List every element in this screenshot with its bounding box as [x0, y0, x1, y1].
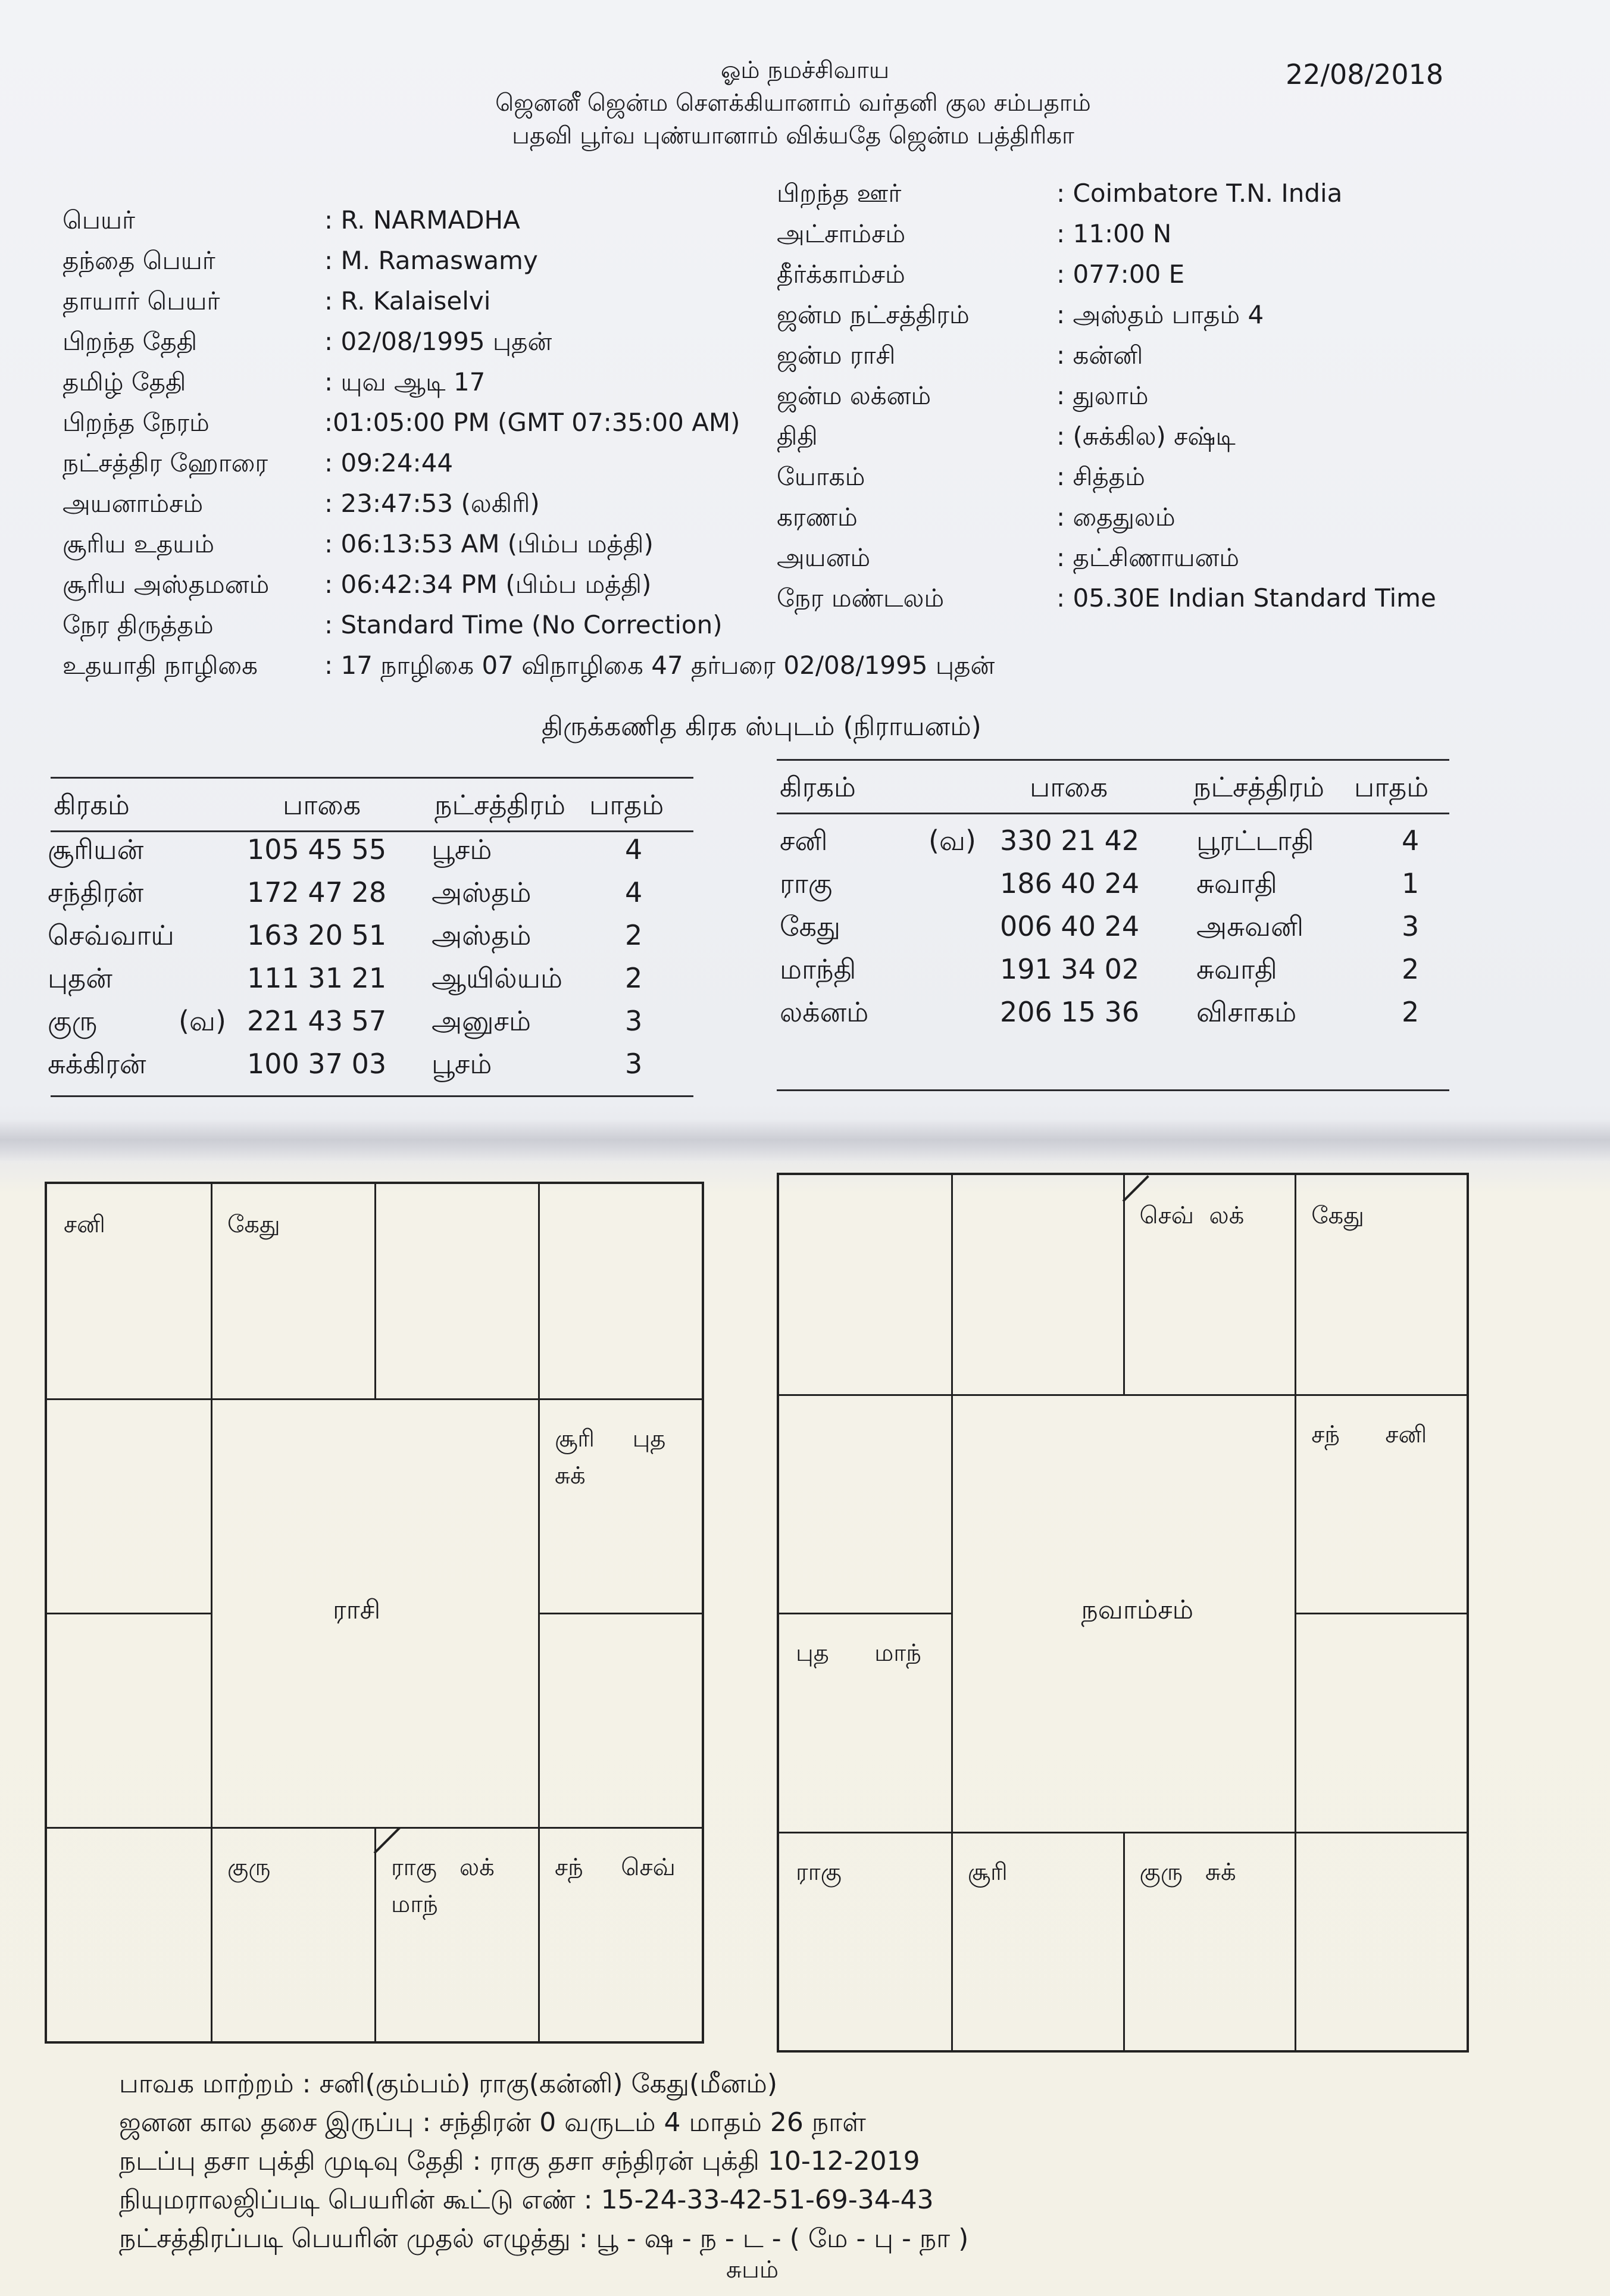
detail-value: : தட்சிணாயனம் — [1056, 543, 1240, 572]
detail-value: : (சுக்கில) சஷ்டி — [1056, 421, 1236, 451]
graha-row — [48, 1005, 702, 1047]
graha-planet: லக்னம் — [780, 996, 869, 1028]
graha-star: அசுவனி — [1196, 910, 1304, 942]
graha-left-header-rule — [51, 830, 693, 832]
graha-pada: 2 — [625, 919, 643, 951]
graha-star: பூசம் — [432, 833, 492, 866]
graha-retro: (வ) — [179, 1005, 226, 1037]
header-planet: கிரகம் — [780, 771, 856, 803]
detail-value: : கன்னி — [1056, 341, 1143, 370]
header-star: நட்சத்திரம் — [1193, 771, 1325, 803]
footer-closing: சுபம் — [726, 2256, 779, 2283]
header-line-2: ஜெனனீ ஜென்ம சௌக்கியானாம் வர்தனி குல சம்பதாம் — [495, 89, 1091, 117]
graha-degree: 191 34 02 — [1000, 953, 1140, 985]
graha-degree: 186 40 24 — [1000, 867, 1140, 899]
graha-pada: 2 — [1402, 953, 1420, 985]
chart-centre-label: நவாம்சம் — [1081, 1595, 1194, 1625]
footer-name-letters: நட்சத்திரப்படி பெயரின் முதல் எழுத்து : பூ - ஷ - ந - ட - ( மே - பு - நா ) — [119, 2223, 969, 2254]
graha-pada: 4 — [625, 833, 643, 866]
detail-label: தந்தை பெயர் — [62, 246, 215, 275]
detail-label: ஜன்ம ராசி — [777, 341, 896, 370]
detail-label: தாயார் பெயர் — [62, 286, 220, 315]
chart-house-h3: செவ் லக் — [1139, 1202, 1245, 1229]
detail-label: திதி — [777, 421, 818, 451]
chart-house-h4: கேது — [1311, 1202, 1364, 1229]
footer-bhava: பாவக மாற்றம் : சனி(கும்பம்) ராகு(கன்னி) கேது(மீனம்) — [119, 2069, 777, 2099]
graha-pada: 3 — [625, 1048, 643, 1080]
graha-left-top-rule — [51, 777, 693, 779]
grid-line — [1295, 1175, 1296, 2050]
graha-degree: 330 21 42 — [1000, 824, 1140, 857]
detail-value: : அஸ்தம் பாதம் 4 — [1056, 300, 1264, 329]
detail-label: தீர்க்காம்சம் — [777, 260, 905, 289]
chart-centre-label: ராசி — [333, 1595, 381, 1625]
chart-house-h5: சூரி புத — [555, 1425, 666, 1452]
detail-value: : யுவ ஆடி 17 — [324, 367, 486, 396]
graha-star: ஆயில்யம் — [432, 962, 563, 994]
graha-planet: சந்திரன் — [48, 876, 144, 908]
detail-label: உதயாதி நாழிகை — [62, 651, 258, 680]
lagna-marker — [374, 1827, 401, 1854]
chart-house-h11: புத மாந் — [796, 1639, 921, 1667]
detail-value: :01:05:00 PM (GMT 07:35:00 AM) — [324, 408, 740, 437]
grid-line — [538, 1613, 702, 1614]
detail-value: : 09:24:44 — [324, 448, 454, 477]
graha-pada: 2 — [1402, 996, 1420, 1028]
detail-label: சூரிய அஸ்தமனம் — [62, 570, 270, 599]
detail-value: : துலாம் — [1056, 381, 1149, 410]
detail-value: : R. Kalaiselvi — [324, 286, 491, 315]
graha-right-top-rule — [777, 759, 1449, 761]
graha-table-title: திருக்கணித கிரக ஸ்புடம் (நிராயனம்) — [542, 711, 981, 742]
header-degree: பாகை — [283, 789, 361, 821]
detail-label: சூரிய உதயம் — [62, 529, 215, 558]
header-line-1: ஓம் நமச்சிவாய — [720, 57, 890, 84]
detail-label: அயனம் — [777, 543, 871, 572]
grid-line — [374, 1827, 376, 2041]
graha-planet: மாந்தி — [780, 953, 856, 985]
detail-label: தமிழ் தேதி — [62, 367, 186, 396]
graha-planet: செவ்வாய் — [48, 919, 174, 951]
grid-line — [951, 1175, 953, 2050]
chart-house-h9: குரு — [227, 1854, 271, 1881]
chart-house-h9: சூரி — [967, 1858, 1008, 1886]
detail-value: : சித்தம் — [1056, 462, 1145, 491]
grid-line — [1295, 1613, 1467, 1614]
detail-value: : 23:47:53 (லகிரி) — [324, 489, 540, 518]
graha-star: பூரட்டாதி — [1196, 824, 1314, 857]
header-pada: பாதம் — [589, 789, 664, 821]
footer-current-dasa: நடப்பு தசா புக்தி முடிவு தேதி : ராகு தசா சந்திரன் புக்தி 10-12-2019 — [119, 2146, 920, 2176]
graha-star: அனுசம் — [432, 1005, 531, 1037]
graha-degree: 111 31 21 — [247, 962, 387, 994]
detail-label: அயனாம்சம் — [62, 489, 204, 518]
graha-degree: 206 15 36 — [1000, 996, 1140, 1028]
graha-star: பூசம் — [432, 1048, 492, 1080]
graha-right-header-rule — [777, 813, 1449, 814]
detail-label: யோகம் — [777, 462, 865, 491]
graha-planet: சனி — [780, 824, 828, 857]
graha-star: அஸ்தம் — [432, 919, 532, 951]
grid-line — [211, 1184, 212, 2041]
graha-planet: சூரியன் — [48, 833, 144, 866]
chart-house-h8: ராகு லக் — [391, 1854, 495, 1881]
grid-line — [374, 1184, 376, 1398]
detail-label: ஜன்ம நட்சத்திரம் — [777, 300, 970, 329]
graha-degree: 163 20 51 — [247, 919, 387, 951]
graha-row — [780, 996, 1434, 1038]
detail-value: : 17 நாழிகை 07 விநாழிகை 47 தர்பரை 02/08/1995 புதன் — [324, 651, 995, 680]
graha-star: சுவாதி — [1196, 867, 1277, 899]
grid-line — [538, 1184, 540, 2041]
header-planet: கிரகம் — [54, 789, 130, 821]
graha-pada: 1 — [1402, 867, 1420, 899]
detail-label: பெயர் — [62, 205, 135, 235]
graha-planet: கேது — [780, 910, 840, 942]
graha-star: விசாகம் — [1196, 996, 1297, 1028]
graha-planet: ராகு — [780, 867, 833, 899]
graha-star: அஸ்தம் — [432, 876, 532, 908]
detail-value: : 06:42:34 PM (பிம்ப மத்தி) — [324, 570, 652, 599]
graha-star: சுவாதி — [1196, 953, 1277, 985]
detail-value: : 06:13:53 AM (பிம்ப மத்தி) — [324, 529, 654, 558]
graha-pada: 4 — [625, 876, 643, 908]
detail-label: ஜன்ம லக்னம் — [777, 381, 931, 410]
detail-value: : R. NARMADHA — [324, 205, 520, 235]
graha-degree: 105 45 55 — [247, 833, 387, 866]
graha-row — [780, 953, 1434, 995]
detail-value: : 05.30E Indian Standard Time — [1056, 583, 1436, 613]
detail-value: : Coimbatore T.N. India — [1056, 179, 1343, 208]
graha-row — [48, 962, 702, 1004]
detail-label: பிறந்த நேரம் — [62, 408, 210, 437]
graha-pada: 4 — [1402, 824, 1420, 857]
graha-row — [48, 919, 702, 961]
graha-pada: 3 — [1402, 910, 1420, 942]
detail-value: : M. Ramaswamy — [324, 246, 538, 275]
detail-label: அட்சாம்சம் — [777, 219, 906, 248]
detail-value: : 02/08/1995 புதன் — [324, 327, 552, 356]
graha-degree: 100 37 03 — [247, 1048, 387, 1080]
chart-house-h5: சுக் — [555, 1462, 586, 1489]
rasi-chart — [45, 1182, 704, 2044]
header-pada: பாதம் — [1354, 771, 1429, 803]
graha-pada: 2 — [625, 962, 643, 994]
detail-label: நட்சத்திர ஹோரை — [62, 448, 268, 477]
graha-pada: 3 — [625, 1005, 643, 1037]
navamsa-chart — [777, 1173, 1469, 2053]
chart-house-h5: சந் சனி — [1311, 1420, 1427, 1448]
detail-value: : 11:00 N — [1056, 219, 1172, 248]
chart-house-h10: ராகு — [796, 1858, 842, 1886]
detail-value: : தைதுலம் — [1056, 502, 1176, 532]
graha-degree: 006 40 24 — [1000, 910, 1140, 942]
chart-house-h7: சந் செவ் — [555, 1854, 676, 1881]
lagna-marker — [1122, 1175, 1149, 1202]
grid-line — [1123, 1832, 1125, 2051]
detail-label: கரணம் — [777, 502, 858, 532]
footer-numerology: நியுமராலஜிப்படி பெயரின் கூட்டு எண் : 15-24-33-42-51-69-34-43 — [119, 2185, 934, 2215]
header-line-3: பதவி பூர்வ புண்யானாம் விக்யதே ஜென்ம பத்திரிகா — [512, 122, 1074, 149]
print-date: 22/08/2018 — [1286, 58, 1444, 90]
graha-left-bottom-rule — [51, 1095, 693, 1097]
graha-retro: (வ) — [929, 824, 976, 857]
graha-right-bottom-rule — [777, 1089, 1449, 1091]
grid-line — [47, 1398, 702, 1400]
detail-label: பிறந்த தேதி — [62, 327, 198, 356]
detail-label: பிறந்த ஊர் — [777, 179, 902, 208]
grid-line — [47, 1613, 211, 1614]
graha-row — [48, 876, 702, 918]
header-star: நட்சத்திரம் — [434, 789, 566, 821]
detail-value: : Standard Time (No Correction) — [324, 610, 723, 639]
graha-row — [780, 824, 1434, 866]
graha-row — [780, 867, 1434, 909]
graha-degree: 172 47 28 — [247, 876, 387, 908]
chart-house-h8: குரு சுக் — [1139, 1858, 1236, 1886]
graha-degree: 221 43 57 — [247, 1005, 387, 1037]
grid-line — [779, 1394, 1467, 1396]
graha-planet: குரு — [48, 1005, 98, 1037]
header-degree: பாகை — [1030, 771, 1108, 803]
graha-row — [780, 910, 1434, 952]
detail-label: நேர மண்டலம் — [777, 583, 945, 613]
graha-row — [48, 833, 702, 875]
graha-row — [48, 1048, 702, 1089]
paper-fold — [0, 1119, 1610, 1161]
grid-line — [779, 1613, 951, 1614]
graha-planet: புதன் — [48, 962, 112, 994]
chart-house-h1: சனி — [64, 1211, 105, 1238]
chart-house-h2: கேது — [227, 1211, 280, 1238]
grid-line — [1123, 1175, 1125, 1394]
footer-dasa-balance: ஜனன கால தசை இருப்பு : சந்திரன் 0 வருடம் 4 மாதம் 26 நாள் — [119, 2107, 866, 2138]
detail-value: : 077:00 E — [1056, 260, 1185, 289]
detail-label: நேர திருத்தம் — [62, 610, 214, 639]
chart-house-h8: மாந் — [391, 1891, 438, 1918]
graha-planet: சுக்கிரன் — [48, 1048, 146, 1080]
